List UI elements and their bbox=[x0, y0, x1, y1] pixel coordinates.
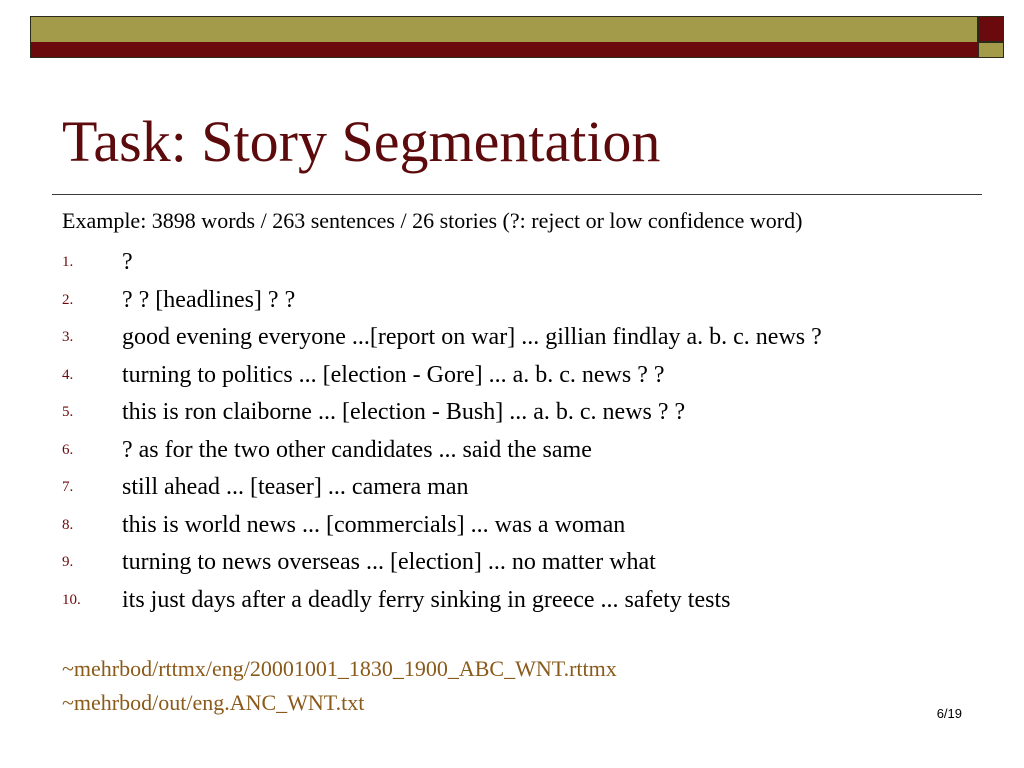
output-file-path: ~mehrbod/out/eng.ANC_WNT.txt bbox=[62, 690, 365, 715]
slide-title: Task: Story Segmentation bbox=[62, 109, 661, 174]
list-item-number: 4. bbox=[62, 366, 74, 383]
list-item-text: ? as for the two other candidates ... said the same bbox=[122, 436, 592, 463]
list-item-number: 5. bbox=[62, 404, 74, 421]
list-item bbox=[62, 507, 822, 545]
corner-square-maroon bbox=[978, 16, 1004, 42]
story-list bbox=[62, 244, 822, 619]
list-item bbox=[62, 282, 822, 320]
list-item-text: turning to politics ... [election - Gore] ... a. b. c. news ? ? bbox=[122, 361, 665, 388]
title-divider bbox=[52, 194, 982, 195]
list-item-text: turning to news overseas ... [election] ... no matter what bbox=[122, 549, 656, 576]
list-item bbox=[62, 582, 822, 620]
page-number: 6/19 bbox=[936, 706, 962, 721]
list-item bbox=[62, 544, 822, 582]
header-band-maroon bbox=[30, 42, 978, 58]
list-item-text: ? ? [headlines] ? ? bbox=[122, 286, 296, 313]
list-item-text: this is world news ... [commercials] ... was a woman bbox=[122, 511, 626, 538]
list-item-text: still ahead ... [teaser] ... camera man bbox=[122, 474, 469, 501]
header-band-olive bbox=[30, 16, 978, 42]
list-item bbox=[62, 357, 822, 395]
list-item-number: 2. bbox=[62, 291, 74, 308]
corner-square-olive bbox=[978, 42, 1004, 58]
list-item bbox=[62, 394, 822, 432]
list-item bbox=[62, 244, 822, 282]
list-item-text: ? bbox=[122, 249, 133, 276]
list-item bbox=[62, 319, 822, 357]
list-item-number: 3. bbox=[62, 329, 74, 346]
list-item-number: 6. bbox=[62, 441, 74, 458]
list-item-text: good evening everyone ...[report on war] ... gillian findlay a. b. c. news ? bbox=[122, 324, 822, 351]
list-item-number: 10. bbox=[62, 591, 81, 608]
intro-text: Example: 3898 words / 263 sentences / 26 stories (?: reject or low confidence word) bbox=[62, 208, 803, 233]
list-item bbox=[62, 432, 822, 470]
list-item-text: its just days after a deadly ferry sinking in greece ... safety tests bbox=[122, 586, 731, 613]
list-item-text: this is ron claiborne ... [election - Bush] ... a. b. c. news ? ? bbox=[122, 399, 686, 426]
list-item-number: 9. bbox=[62, 554, 74, 571]
list-item-number: 1. bbox=[62, 254, 74, 271]
list-item bbox=[62, 469, 822, 507]
rttmx-file-path: ~mehrbod/rttmx/eng/20001001_1830_1900_ABC_WNT.rttmx bbox=[62, 656, 617, 681]
list-item-number: 8. bbox=[62, 516, 74, 533]
list-item-number: 7. bbox=[62, 479, 74, 496]
